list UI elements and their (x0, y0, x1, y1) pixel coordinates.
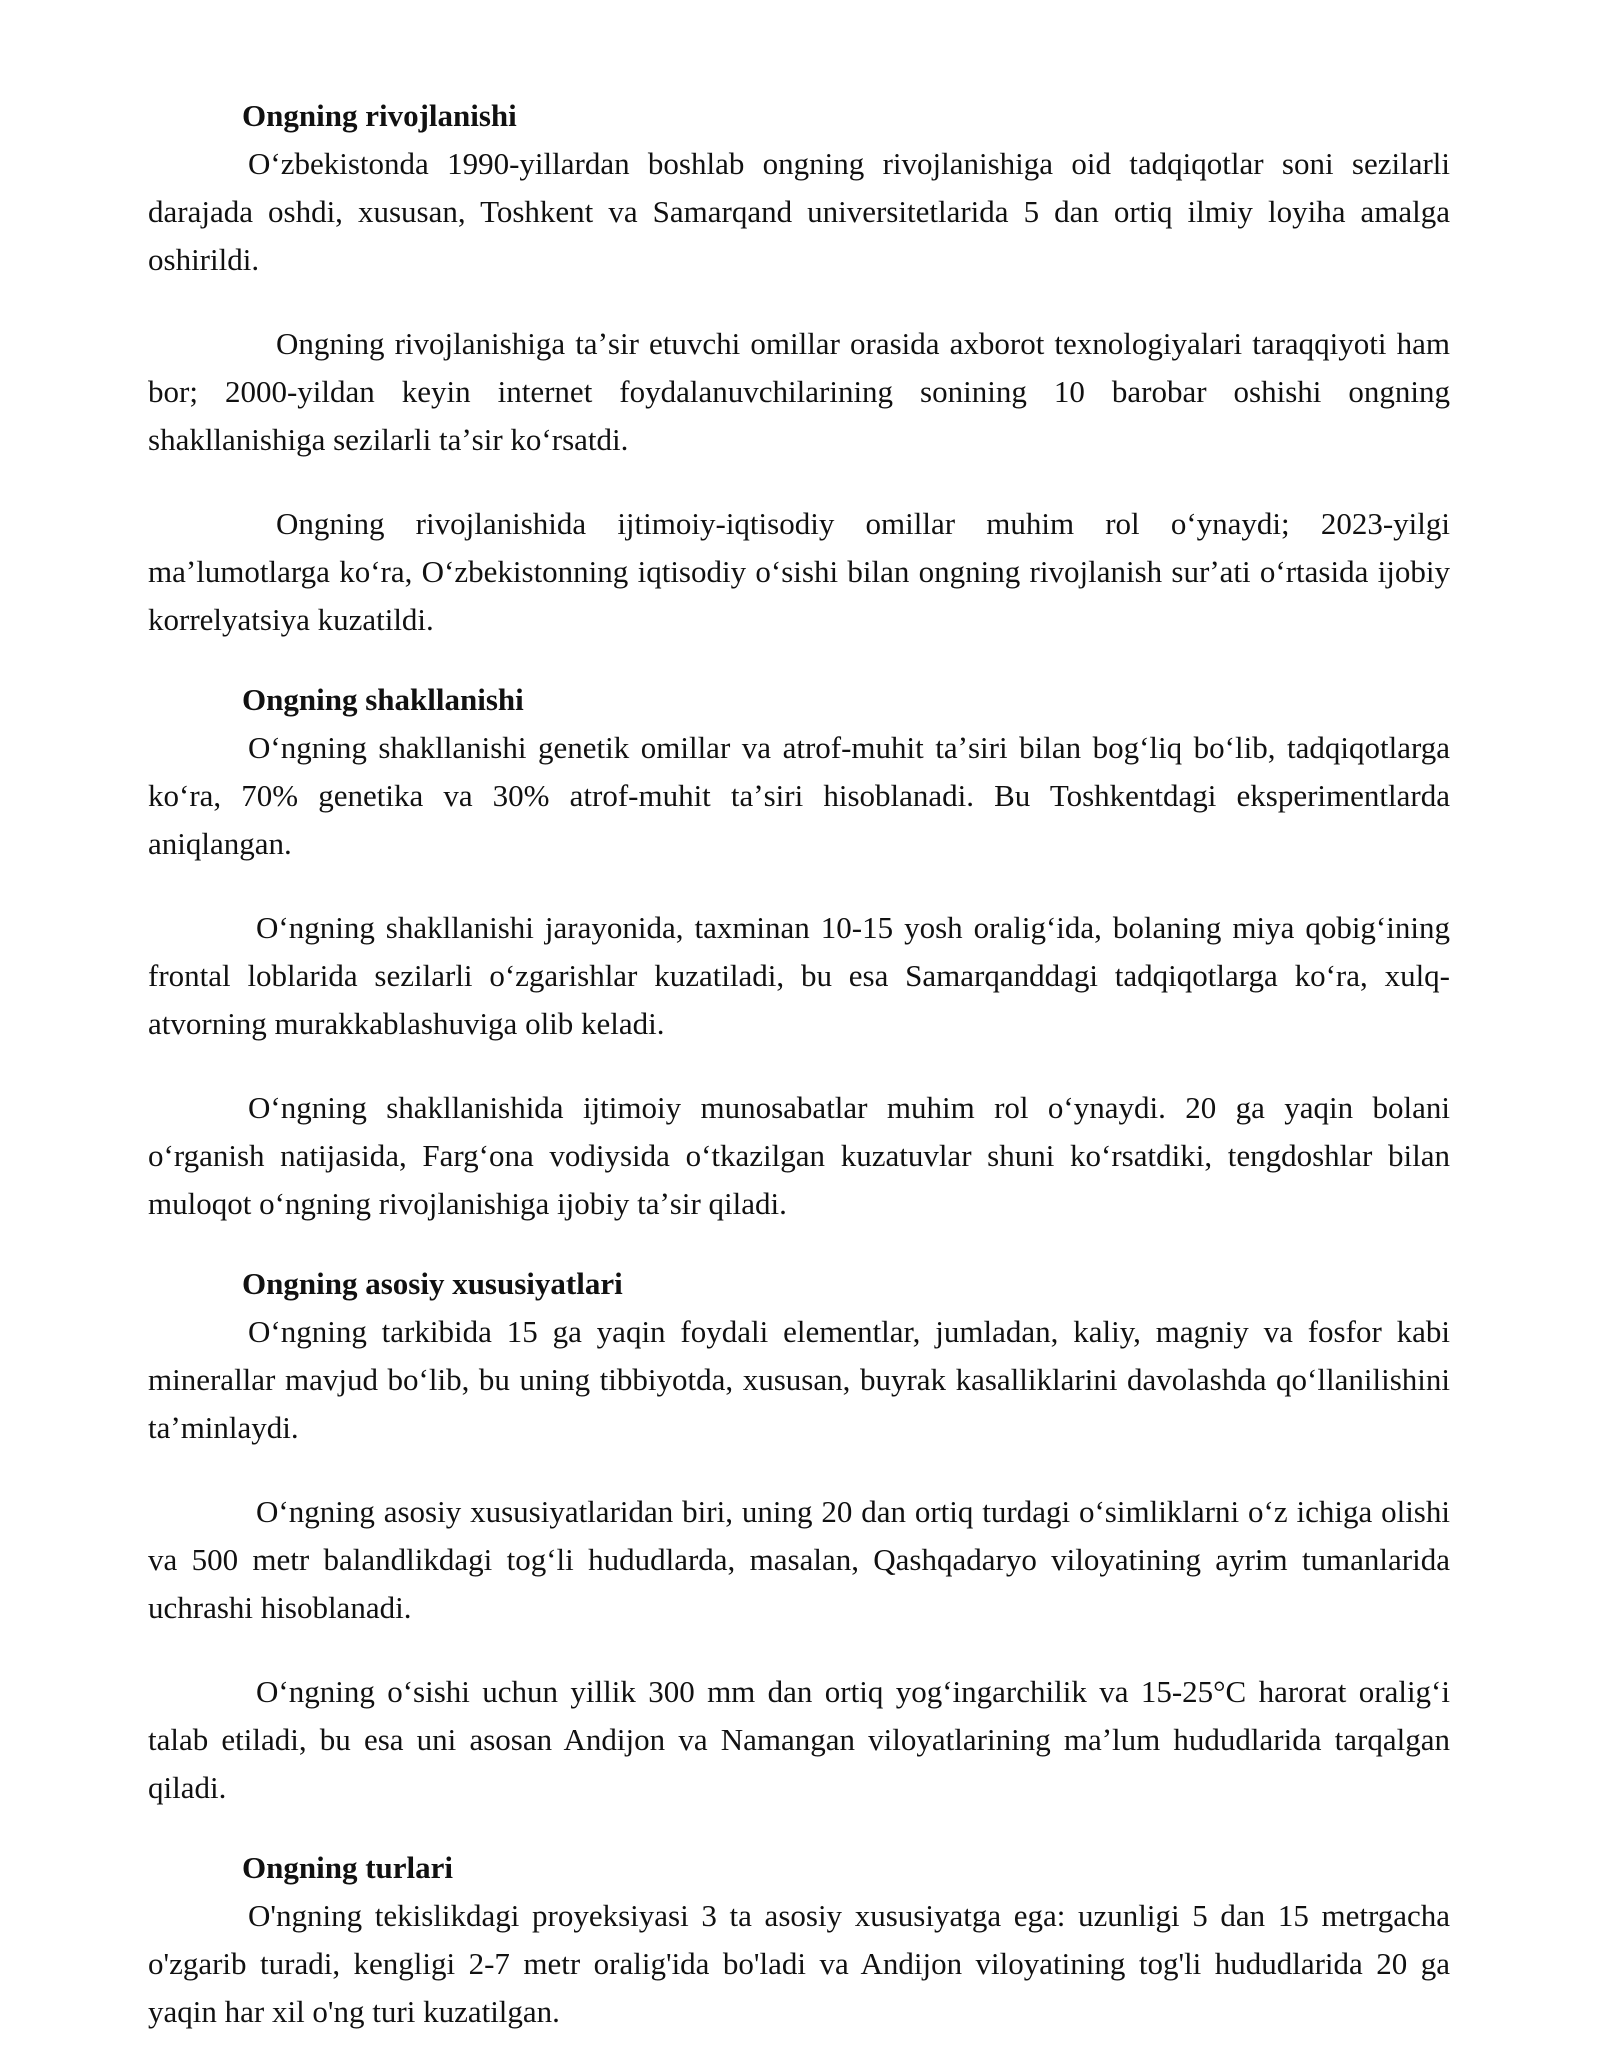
paragraph: Oʻngning oʻsishi uchun yillik 300 mm dan ortiq yogʻingarchilik va 15-25°C harorat oraligʻi talab etiladi, bu esa uni asosan Andijon va Namangan viloyatlarining maʼlum hududlarida tarqalgan qiladi. (148, 1674, 1450, 1805)
paragraph: Oʻngning shakllanishi genetik omillar va atrof-muhit taʼsiri bilan bogʻliq boʻlib, tadqiqotlarga koʻra, 70% genetika va 30% atrof-muhit taʼsiri hisoblanadi. Bu Toshkentdagi eksperimentlarda aniqlangan. (148, 730, 1450, 861)
section-heading: Ongning asosiy xususiyatlari (242, 1266, 623, 1301)
paragraph: Oʻngning shakllanishi jarayonida, taxminan 10-15 yosh oraligʻida, bolaning miya qobigʻining frontal loblarida sezilarli oʻzgarishlar kuzatiladi, bu esa Samarqanddagi tadqiqotlarga koʻra, xulq-atvorning murakkablashuviga olib keladi. (148, 910, 1450, 1041)
section-heading: Ongning turlari (242, 1850, 454, 1885)
document-page (148, 96, 1450, 2036)
paragraph: Oʻngning shakllanishida ijtimoiy munosabatlar muhim rol oʻynaydi. 20 ga yaqin bolani oʻrganish natijasida, Fargʻona vodiysida oʻtkazilgan kuzatuvlar shuni koʻrsatdiki, tengdoshlar bilan muloqot oʻngning rivojlanishiga ijobiy taʼsir qiladi. (148, 1090, 1450, 1221)
section-heading: Ongning rivojlanishi (242, 98, 517, 133)
paragraph: O'ngning tekislikdagi proyeksiyasi 3 ta asosiy xususiyatga ega: uzunligi 5 dan 15 metrgacha o'zgarib turadi, kengligi 2-7 metr oralig'ida bo'ladi va Andijon viloyatining tog'li hududlarida 20 ga yaqin har xil o'ng turi kuzatilgan. (148, 1898, 1450, 2029)
section-rivojlanishi (148, 96, 1450, 644)
section-asosiy-xususiyatlari (148, 1264, 1450, 1812)
section-heading: Ongning shakllanishi (242, 682, 524, 717)
paragraph: Ongning rivojlanishiga taʼsir etuvchi omillar orasida axborot texnologiyalari taraqqiyoti ham bor; 2000-yildan keyin internet foydalanuvchilarining sonining 10 barobar oshishi ongning shakllanishiga sezilarli taʼsir koʻrsatdi. (148, 326, 1450, 457)
paragraph: Oʻngning tarkibida 15 ga yaqin foydali elementlar, jumladan, kaliy, magniy va fosfor kabi minerallar mavjud boʻlib, bu uning tibbiyotda, xususan, buyrak kasalliklarini davolashda qoʻllanilishini taʼminlaydi. (148, 1314, 1450, 1445)
section-turlari (148, 1848, 1450, 2036)
paragraph: Oʻzbekistonda 1990-yillardan boshlab ongning rivojlanishiga oid tadqiqotlar soni sezilarli darajada oshdi, xususan, Toshkent va Samarqand universitetlarida 5 dan ortiq ilmiy loyiha amalga oshirildi. (148, 146, 1450, 277)
paragraph: Oʻngning asosiy xususiyatlaridan biri, uning 20 dan ortiq turdagi oʻsimliklarni oʻz ichiga olishi va 500 metr balandlikdagi togʻli hududlarda, masalan, Qashqadaryo viloyatining ayrim tumanlarida uchrashi hisoblanadi. (148, 1494, 1450, 1625)
paragraph: Ongning rivojlanishida ijtimoiy-iqtisodiy omillar muhim rol oʻynaydi; 2023-yilgi maʼlumotlarga koʻra, Oʻzbekistonning iqtisodiy oʻsishi bilan ongning rivojlanish surʼati oʻrtasida ijobiy korrelyatsiya kuzatildi. (148, 506, 1450, 637)
section-shakllanishi (148, 680, 1450, 1228)
